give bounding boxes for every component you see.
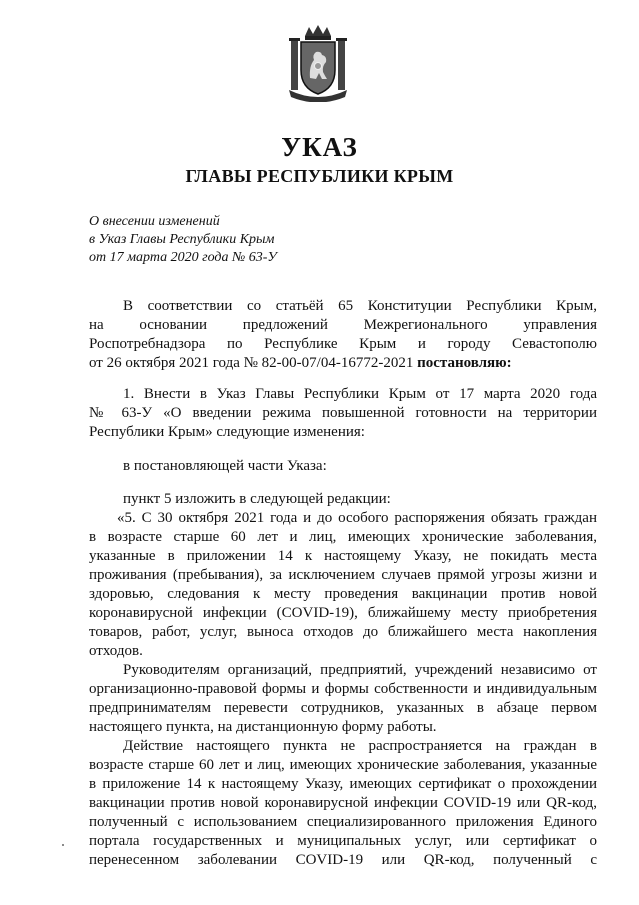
text-line: отходов. [89, 643, 143, 659]
text-line: № 63-У «О введении режима повышенной готовности на территории [89, 405, 597, 421]
subject-line: от 17 марта 2020 года № 63-У [89, 250, 277, 265]
resolution-word: постановляю: [417, 355, 512, 371]
text-line: указанные в приложении 14 к настоящему Указу, не покидать места [89, 548, 597, 564]
subject-line: в Указ Главы Республики Крым [89, 232, 275, 247]
scan-speck [62, 844, 64, 846]
text-line: 1. Внести в Указ Главы Республики Крым от 17 марта 2020 года [123, 386, 597, 402]
preamble-paragraph [89, 297, 597, 373]
subject-line: О внесении изменений [89, 214, 220, 229]
text-line [89, 354, 597, 373]
text-line: в возрасте старше 60 лет и лиц, имеющих хронические заболевания, [89, 529, 597, 545]
text-line: товаров, работ, услуг, выноса отходов до ближайшего места накопления [89, 624, 597, 640]
text-line: здоровью, следования к месту проведения вакцинации против новой [89, 586, 597, 602]
coat-of-arms-emblem [285, 22, 351, 102]
clause-5-text [89, 490, 597, 870]
text-line: организационно-правовой формы и формы собственности и индивидуальным [89, 681, 597, 697]
text-line: на основании предложений Межрегионального управления [89, 317, 597, 333]
text-line: В соответствии со статьёй 65 Конституции Республики Крым, [123, 298, 597, 314]
text-line: Руководителям организаций, предприятий, учреждений независимо от [123, 662, 597, 678]
text-line: возрасте старше 60 лет и лиц, имеющих хронические заболевания, указанные [89, 757, 597, 773]
text-line: предпринимателям перевести сотрудников, указанных в абзаце первом [89, 700, 597, 716]
text-line: настоящего пункта, на дистанционную форму работы. [89, 719, 437, 735]
document-title: УКАЗ [281, 132, 358, 162]
text-line: Роспотребнадзора по Республике Крым и городу Севастополю [89, 336, 597, 352]
text-line: Республики Крым» следующие изменения: [89, 424, 365, 440]
text-line: Действие настоящего пункта не распространяется на граждан в [123, 738, 597, 754]
text-line: полученный с использованием специализированного приложения Единого [89, 814, 597, 830]
document-subtitle: ГЛАВЫ РЕСПУБЛИКИ КРЫМ [185, 166, 454, 186]
text-line: вакцинации против новой коронавирусной инфекции COVID-19 или QR-код, [89, 795, 597, 811]
text-line: в постановляющей части Указа: [123, 458, 327, 474]
text-line: портала государственных и муниципальных услуг, или сертификат о [89, 833, 597, 849]
decree-reference: от 26 октября 2021 года № 82-00-07/04-16772-2021 [89, 355, 414, 371]
text-line: «5. С 30 октября 2021 года и до особого распоряжения обязать граждан [117, 510, 597, 526]
text-line: пункт 5 изложить в следующей редакции: [123, 491, 391, 507]
text-line: коронавирусной инфекции (COVID-19), ближайшему месту приобретения [89, 605, 597, 621]
text-line: проживания (пребывания), за исключением случаев прямой угрозы жизни и [89, 567, 597, 583]
text-line: в приложение 14 к настоящему Указу, имеющих сертификат о прохождении [89, 776, 597, 792]
item-1-paragraph [89, 385, 597, 442]
decree-subject [89, 213, 277, 267]
part-paragraph [89, 457, 597, 476]
text-line: перенесенном заболевании COVID-19 или QR-код, полученный с [89, 852, 597, 868]
